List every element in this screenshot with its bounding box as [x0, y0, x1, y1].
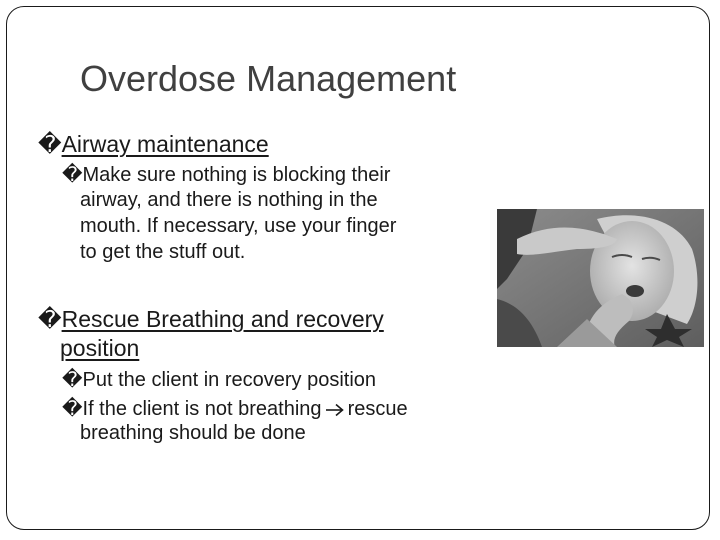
- section-heading-airway: Airway maintenance: [61, 131, 269, 157]
- subpoint-line: to get the stuff out.: [80, 241, 246, 263]
- slide-title: Overdose Management: [80, 58, 457, 99]
- arrow-right-icon: [325, 403, 345, 417]
- bullet-icon: �: [38, 307, 62, 333]
- section-rescue-breathing: [38, 306, 384, 333]
- recovery-position-photo: [497, 209, 704, 347]
- bullet-icon: �: [62, 162, 83, 186]
- subpoint-line: airway, and there is nothing in the: [80, 189, 378, 211]
- subpoint-line: mouth. If necessary, use your finger: [80, 215, 397, 237]
- bullet-icon: �: [62, 396, 83, 420]
- section-heading-rescue: Rescue Breathing and recovery: [61, 306, 384, 332]
- section-airway: [38, 131, 269, 158]
- subpoint-line: �If the client is not breathing rescue: [62, 396, 408, 420]
- subpoint-line: �Put the client in recovery position: [62, 367, 377, 391]
- subpoint-line: �Make sure nothing is blocking their: [62, 162, 391, 186]
- subpoint-line: breathing should be done: [80, 422, 306, 444]
- bullet-icon: �: [62, 367, 83, 391]
- section-heading-rescue-cont: position: [60, 335, 140, 361]
- bullet-icon: �: [38, 132, 62, 158]
